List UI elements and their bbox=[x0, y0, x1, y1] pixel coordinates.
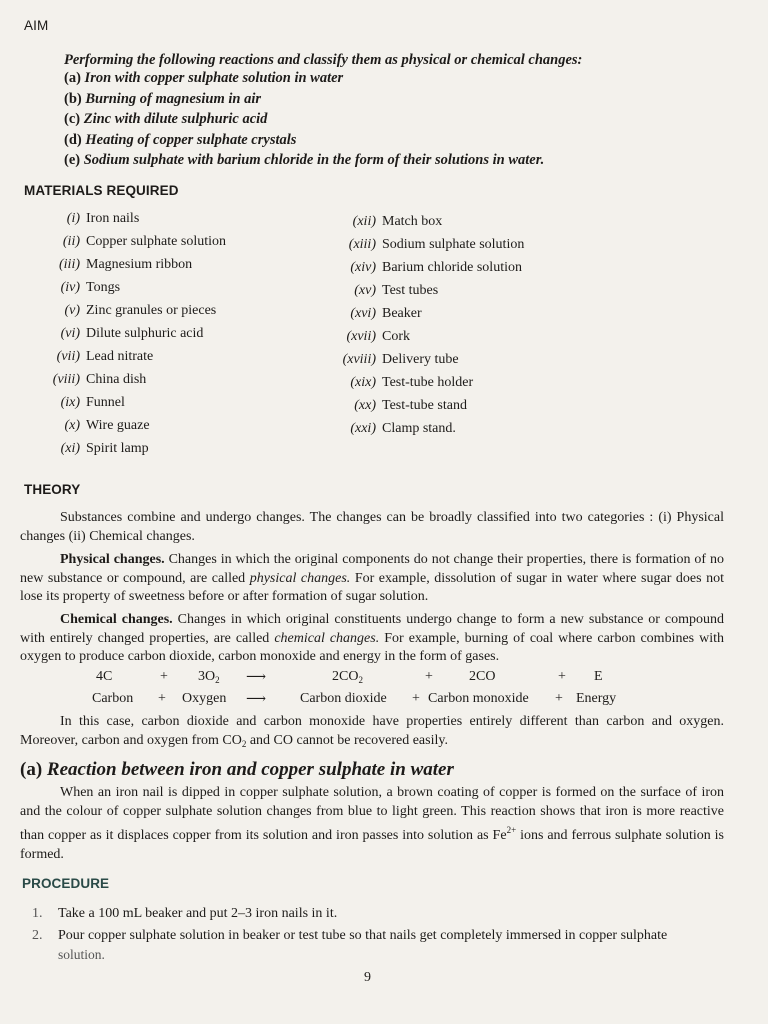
materials-list-right bbox=[328, 214, 524, 444]
material-number: (iii) bbox=[59, 257, 80, 272]
theory-paragraph: Substances combine and undergo changes. The changes can be broadly classified into two categories : (i) Physical changes (ii) Chemical changes. bbox=[20, 510, 724, 544]
material-number: (vi) bbox=[60, 326, 80, 341]
physical-changes-paragraph: Physical changes. Changes in which the original components do not change their properties, there is formation of no new substance or compound, are called physical changes. For example, dissolution of sugar in water where sugar does not lose its property of sweetness before or after formation of sugar solution. bbox=[20, 552, 724, 604]
aim-item: (e) Sodium sulphate with barium chloride in the form of their solutions in water. bbox=[64, 152, 545, 169]
material-label: Copper sulphate solution bbox=[86, 234, 226, 249]
material-label: Dilute sulphuric acid bbox=[86, 326, 204, 341]
material-label: Iron nails bbox=[86, 211, 140, 226]
material-number: (v) bbox=[64, 303, 80, 318]
material-item bbox=[40, 211, 226, 234]
material-number: (xviii) bbox=[342, 352, 376, 367]
material-item bbox=[328, 375, 524, 398]
material-number: (viii) bbox=[52, 372, 80, 387]
material-number: (ii) bbox=[62, 234, 80, 249]
page-number: 9 bbox=[364, 970, 371, 985]
material-label: Clamp stand. bbox=[382, 421, 456, 436]
theory-conclusion: In this case, carbon dioxide and carbon monoxide have properties entirely different than carbon and oxygen. Moreover, carbon and oxygen from $CO_2$ and CO cannot be recovered easily. bbox=[20, 714, 724, 749]
material-label: Spirit lamp bbox=[86, 441, 149, 456]
material-number: (xvi) bbox=[350, 306, 376, 321]
equation-formula: 4C + $3O_2$ ⟶ $2CO_2$ + 2CO + E bbox=[96, 669, 603, 685]
material-label: Wire guaze bbox=[86, 418, 150, 433]
material-item bbox=[40, 418, 226, 441]
material-label: Funnel bbox=[86, 395, 125, 410]
material-item bbox=[328, 260, 524, 283]
material-number: (vii) bbox=[56, 349, 80, 364]
material-label: Cork bbox=[382, 329, 410, 344]
material-item bbox=[328, 237, 524, 260]
material-label: Lead nitrate bbox=[86, 349, 154, 364]
material-number: (xvii) bbox=[346, 329, 376, 344]
material-label: Beaker bbox=[382, 306, 422, 321]
material-item bbox=[328, 306, 524, 329]
aim-list bbox=[64, 70, 544, 173]
material-number: (xi) bbox=[60, 441, 80, 456]
material-label: Test tubes bbox=[382, 283, 439, 298]
material-number: (xii) bbox=[352, 214, 376, 229]
material-item bbox=[40, 372, 226, 395]
material-item bbox=[328, 283, 524, 306]
material-item bbox=[40, 326, 226, 349]
material-item bbox=[328, 329, 524, 352]
material-number: (xx) bbox=[354, 398, 376, 413]
theory-heading: THEORY bbox=[24, 482, 81, 497]
material-label: Barium chloride solution bbox=[382, 260, 522, 275]
aim-heading: AIM bbox=[24, 18, 49, 33]
chemical-changes-paragraph: Chemical changes. Changes in which original constituents undergo change to form a new substance or compound with entirely changed properties, are called chemical changes. For example, burning of coal where carbon combines with oxygen to produce carbon dioxide, carbon monoxide and energy in the form of gases. bbox=[20, 612, 725, 664]
section-paragraph: When an iron nail is dipped in copper sulphate solution, a brown coating of copper is formed on the surface of iron and the colour of copper sulphate solution changes from blue to light green. This reaction shows that iron is more reactive than copper as it displaces copper from its solution and iron passes into solution as $Fe^{2+}$ ions and ferrous sulphate solution is formed. bbox=[20, 785, 725, 862]
material-number: (x) bbox=[64, 418, 80, 433]
material-label: Test-tube holder bbox=[382, 375, 474, 390]
material-number: (xix) bbox=[350, 375, 376, 390]
material-number: (xxi) bbox=[350, 421, 376, 436]
material-label: Zinc granules or pieces bbox=[86, 303, 217, 318]
material-item bbox=[40, 349, 226, 372]
physical-changes-term: Physical changes. bbox=[60, 552, 165, 567]
material-label: China dish bbox=[86, 372, 147, 387]
material-item bbox=[40, 234, 226, 257]
material-label: Tongs bbox=[86, 280, 121, 295]
reaction-arrow: ⟶ bbox=[246, 692, 267, 707]
material-label: Delivery tube bbox=[382, 352, 459, 367]
material-item bbox=[328, 352, 524, 375]
section-title: (a) Reaction between iron and copper sulphate in water bbox=[20, 759, 454, 780]
material-number: (iv) bbox=[60, 280, 80, 295]
equation-words: Carbon + Oxygen ⟶ Carbon dioxide + Carbon monoxide + Energy bbox=[92, 691, 617, 707]
aim-item: (c) Zinc with dilute sulphuric acid bbox=[64, 111, 268, 128]
material-item bbox=[40, 280, 226, 303]
material-label: Sodium sulphate solution bbox=[382, 237, 525, 252]
aim-item: (d) Heating of copper sulphate crystals bbox=[64, 131, 297, 148]
material-number: (xiv) bbox=[350, 260, 376, 275]
material-label: Test-tube stand bbox=[382, 398, 467, 413]
material-label: Match box bbox=[382, 214, 443, 229]
materials-list-left bbox=[40, 211, 226, 464]
material-number: (xv) bbox=[354, 283, 376, 298]
material-number: (i) bbox=[66, 211, 80, 226]
material-item bbox=[328, 398, 524, 421]
material-number: (ix) bbox=[60, 395, 80, 410]
reaction-arrow: ⟶ bbox=[246, 670, 267, 685]
procedure-step: 2. Pour copper sulphate solution in beaker or test tube so that nails get completely immersed in copper sulphate bbox=[32, 928, 668, 943]
material-number: (xiii) bbox=[348, 237, 376, 252]
material-item bbox=[40, 257, 226, 280]
material-item bbox=[40, 303, 226, 326]
procedure-step-continuation: solution. bbox=[58, 947, 105, 962]
material-label: Magnesium ribbon bbox=[86, 257, 193, 272]
procedure-heading: PROCEDURE bbox=[22, 876, 110, 891]
procedure-step: 1. Take a 100 mL beaker and put 2–3 iron nails in it. bbox=[32, 906, 338, 921]
material-item bbox=[328, 214, 524, 237]
materials-heading: MATERIALS REQUIRED bbox=[24, 183, 179, 198]
material-item bbox=[40, 441, 226, 464]
material-item bbox=[40, 395, 226, 418]
aim-item: (b) Burning of magnesium in air bbox=[64, 90, 262, 107]
material-item bbox=[328, 421, 524, 444]
chemical-changes-term: Chemical changes. bbox=[60, 612, 173, 627]
aim-intro: Performing the following reactions and classify them as physical or chemical changes: bbox=[64, 52, 583, 68]
aim-item: (a) Iron with copper sulphate solution in water bbox=[64, 70, 344, 86]
